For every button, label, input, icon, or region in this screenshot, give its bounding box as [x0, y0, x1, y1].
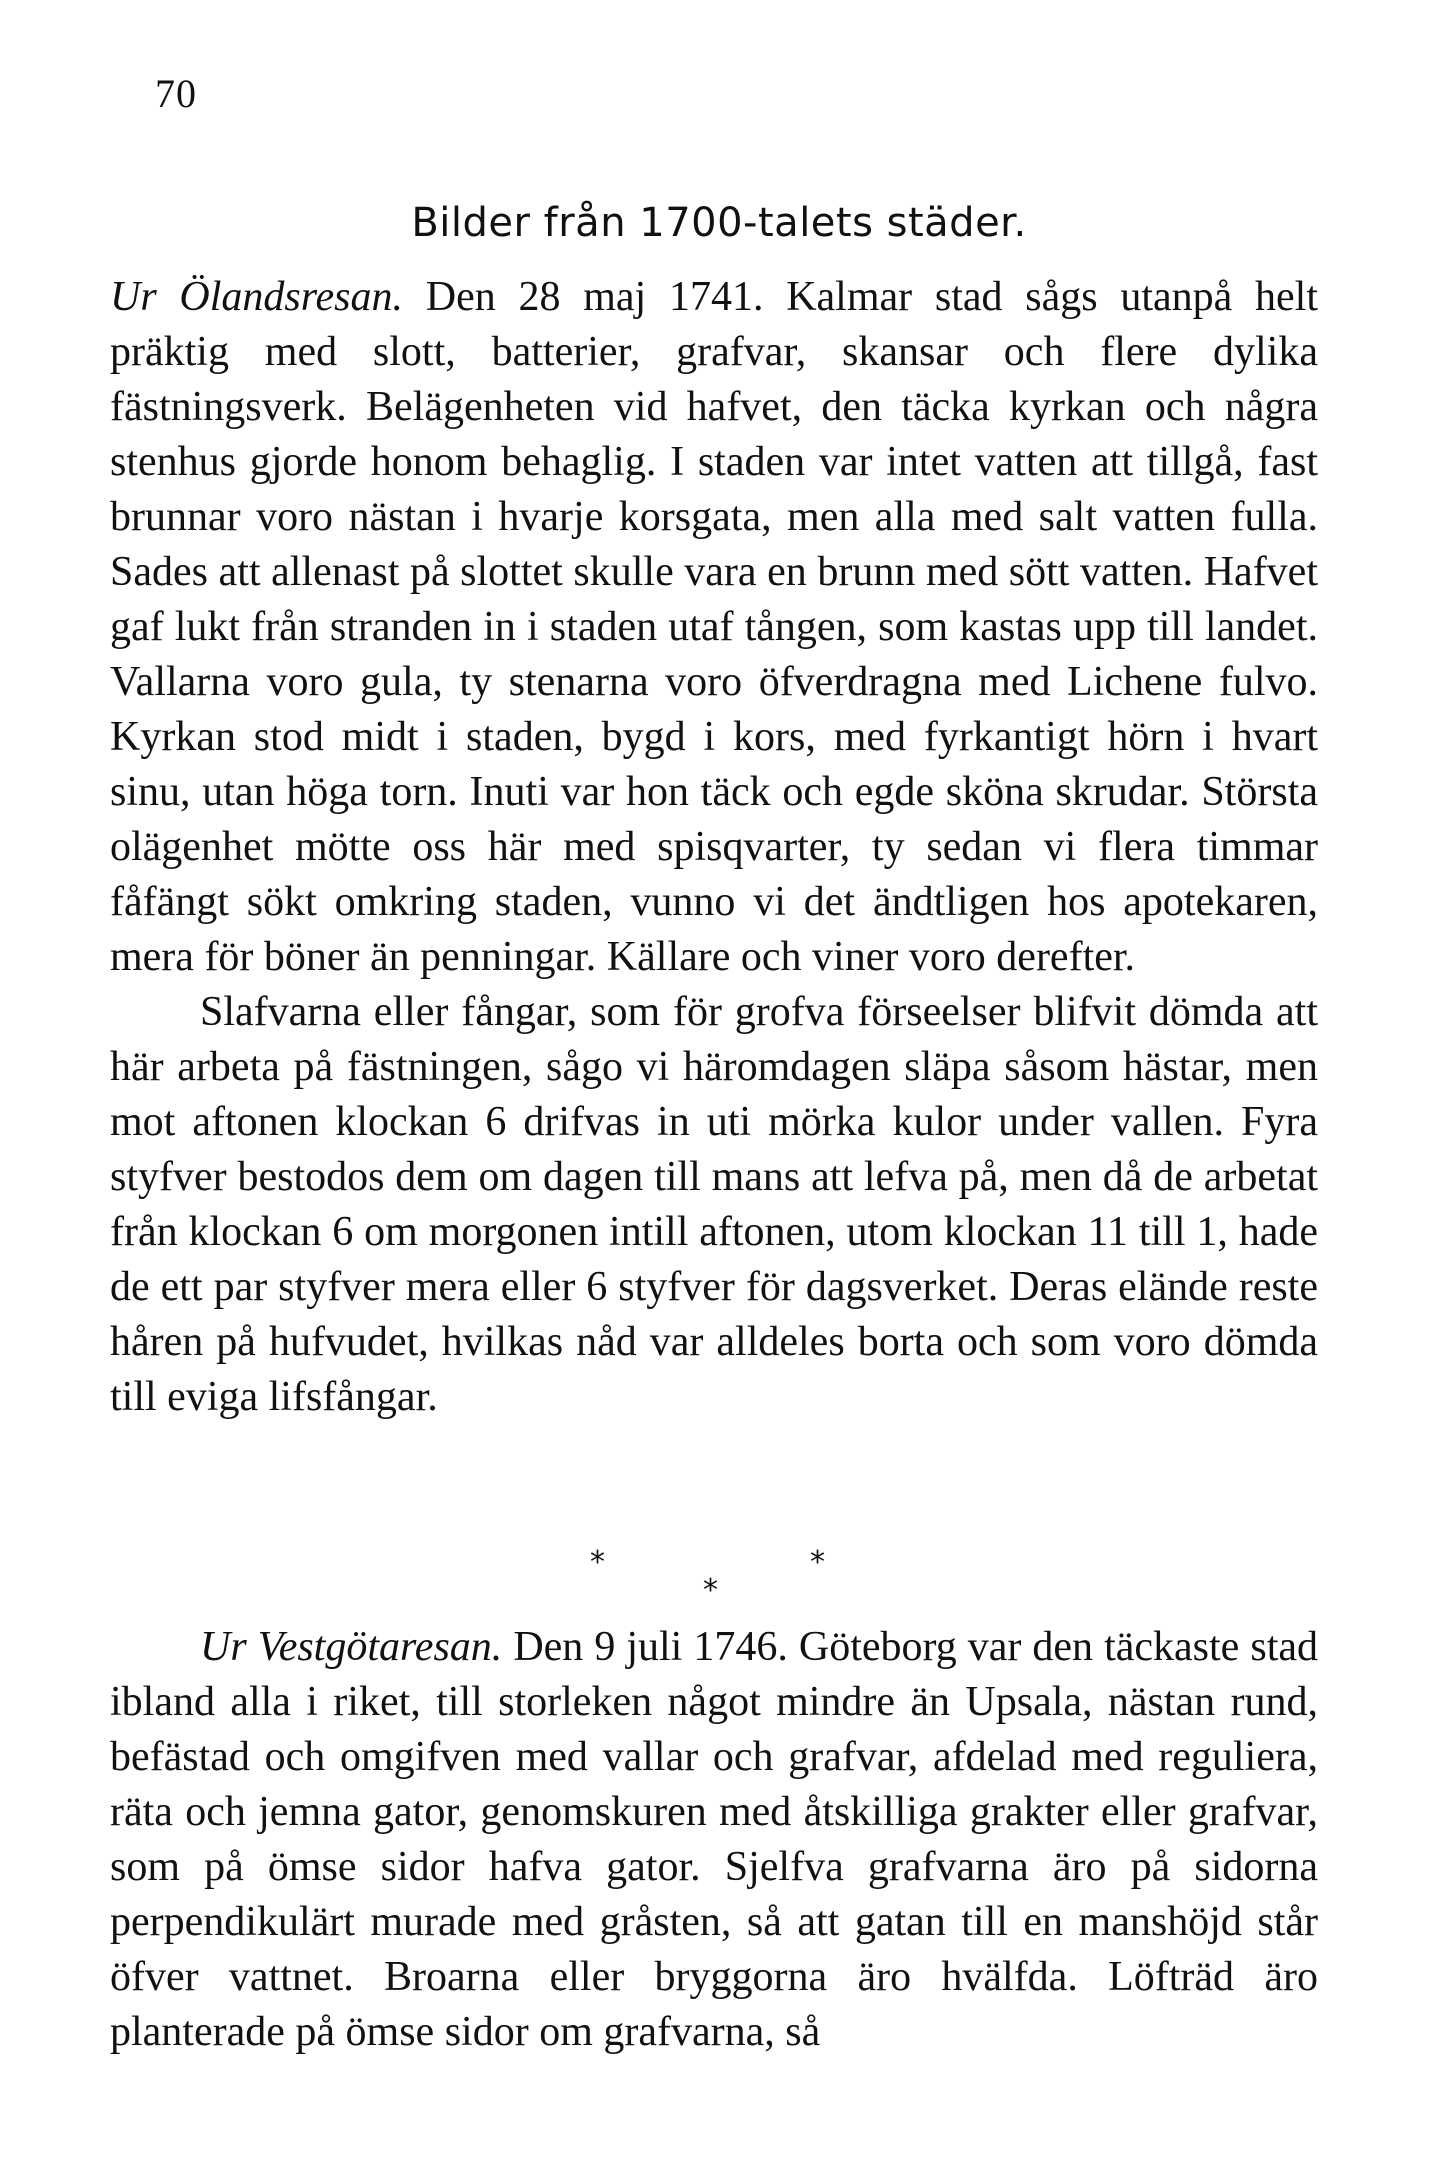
paragraph-kalmar-text: Den 28 maj 1741. Kalmar stad sågs utanpå helt präktig med slott, batterier, grafvar, skansar och flere dylika fästningsverk. Belägenheten vid hafvet, den täcka kyrkan och några stenhus gjorde honom behaglig. I staden var intet vatten att tillgå, fast brunnar voro nästan i hvarje korsgata, men alla med salt vatten fulla. Sades att allenast på slottet skulle vara en brunn med sött vatten. Hafvet gaf lukt från stranden in i staden utaf tången, som kastas upp till landet. Vallarna voro gula, ty stenarna voro öfverdragna med Lichene fulvo. Kyrkan stod midt i staden, bygd i kors, med fyrkantigt hörn i hvart sinu, utan höga torn. Inuti var hon täck och egde sköna skrudar. Största olägenhet mötte oss här med spisqvarter, ty sedan vi flera timmar fåfängt sökt omkring staden, vunno vi det ändtligen hos apotekaren, mera för böner än penningar. Källare och viner voro derefter.: [110, 274, 1319, 980]
separator-asterisk: *: [810, 1545, 825, 1580]
section-separator: [0, 1545, 1438, 1625]
text-block-olandsresan: [110, 270, 1318, 1425]
paragraph-slafvarna: Slafvarna eller fångar, som för grofva förseelser blifvit dömda att här arbeta på fästningen, sågo vi häromdagen släpa såsom hästar, men mot aftonen klockan 6 drifvas in uti mörka kulor under vallen. Fyra styfver bestodos dem om dagen till mans att lefva på, men då de arbetat från klockan 6 om morgonen intill aftonen, utom klockan 11 till 1, hade de ett par styfver mera eller 6 styfver för dagsverket. Deras elände reste håren på hufvudet, hvilkas nåd var alldeles borta och som voro dömda till eviga lifsfångar.: [110, 989, 1318, 1420]
page-number: 70: [155, 71, 197, 116]
paragraph-goteborg: [110, 1620, 1318, 2060]
separator-asterisk: *: [703, 1573, 718, 1608]
text-block-vestgotaresan: [110, 1620, 1318, 2060]
source-title-vestgotaresan: Ur Vestgötaresan.: [200, 1624, 503, 1670]
separator-asterisk: *: [590, 1545, 605, 1580]
paragraph-kalmar: [110, 270, 1318, 985]
paragraph-goteborg-text: Den 9 juli 1746. Göteborg var den täckaste stad ibland alla i riket, till storleken något mindre än Upsala, nästan rund, befästad och omgifven med vallar och grafvar, afdelad med reguliera, räta och jemna gator, genomskuren med åtskilliga grakter eller grafvar, som på ömse sidor hafva gator. Sjelfva grafvarna äro på sidorna perpendikulärt murade med gråsten, så att gatan till en manshöjd står öfver vattnet. Broarna eller bryggorna äro hvälfda. Löfträd äro planterade på ömse sidor om grafvarna, så: [110, 1624, 1319, 2055]
section-heading: Bilder från 1700-talets städer.: [411, 200, 1027, 246]
source-title-olandsresan: Ur Ölandsresan.: [110, 274, 404, 320]
